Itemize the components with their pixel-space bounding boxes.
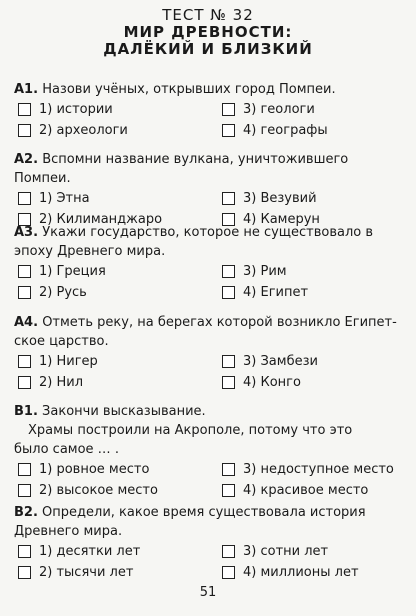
option-b1-3[interactable]: 3) недоступное место [222,462,406,477]
option-a1-2[interactable]: 2) археологи [14,123,222,138]
answer-checkbox[interactable] [222,286,235,299]
answer-checkbox[interactable] [18,124,31,137]
question-text: Закончи высказывание. [42,404,206,419]
answer-checkbox[interactable] [18,376,31,389]
answer-checkbox[interactable] [18,286,31,299]
option-a1-4[interactable]: 4) географы [222,123,406,138]
answer-checkbox[interactable] [222,103,235,116]
option-b2-4[interactable]: 4) миллионы лет [222,565,406,580]
answer-checkbox[interactable] [222,355,235,368]
question-text: Храмы построили на Акрополе, потому что это [28,423,353,438]
question-a2 [14,150,406,230]
option-a2-1[interactable]: 1) Этна [14,191,222,206]
question-number: А4. [14,315,39,330]
answer-checkbox[interactable] [18,463,31,476]
answer-checkbox[interactable] [18,192,31,205]
answer-checkbox[interactable] [222,192,235,205]
answer-checkbox[interactable] [18,566,31,579]
test-title-line1: МИР ДРЕВНОСТИ: [123,23,293,41]
option-a2-3[interactable]: 3) Везувий [222,191,406,206]
question-text: Определи, какое время существовала история [42,505,366,520]
question-text: эпоху Древнего мира. [14,244,166,259]
question-b1 [14,402,406,501]
answer-checkbox[interactable] [222,376,235,389]
question-text: Отметь реку, на берегах которой возникло Египет- [42,315,397,330]
question-number: В2. [14,505,38,520]
option-a3-2[interactable]: 2) Русь [14,285,222,300]
option-b1-1[interactable]: 1) ровное место [14,462,222,477]
option-a2-4[interactable]: 4) Камерун [222,212,406,227]
option-a1-3[interactable]: 3) геологи [222,102,406,117]
answer-checkbox[interactable] [18,265,31,278]
answer-checkbox[interactable] [222,566,235,579]
option-b2-3[interactable]: 3) сотни лет [222,544,406,559]
answer-checkbox[interactable] [18,103,31,116]
question-text: Древнего мира. [14,524,123,539]
option-a4-2[interactable]: 2) Нил [14,375,222,390]
answer-checkbox[interactable] [222,484,235,497]
answer-checkbox[interactable] [222,265,235,278]
answer-checkbox[interactable] [18,484,31,497]
test-header [0,0,416,58]
option-a2-2[interactable]: 2) Килиманджаро [14,212,222,227]
option-b1-4[interactable]: 4) красивое место [222,483,406,498]
test-title-line2: ДАЛЁКИЙ И БЛИЗКИЙ [103,40,313,58]
question-number: А1. [14,82,39,97]
option-b2-2[interactable]: 2) тысячи лет [14,565,222,580]
answer-checkbox[interactable] [18,545,31,558]
test-number: ТЕСТ № 32 [162,6,254,24]
page-number: 51 [199,585,217,600]
option-a4-3[interactable]: 3) Замбези [222,354,406,369]
option-a1-1[interactable]: 1) истории [14,102,222,117]
question-number: А2. [14,152,39,167]
answer-checkbox[interactable] [222,463,235,476]
question-a1 [14,80,406,141]
answer-checkbox[interactable] [18,355,31,368]
answer-checkbox[interactable] [222,545,235,558]
option-a4-4[interactable]: 4) Конго [222,375,406,390]
question-b2 [14,503,406,583]
option-a3-1[interactable]: 1) Греция [14,264,222,279]
question-a4 [14,313,406,393]
option-b2-1[interactable]: 1) десятки лет [14,544,222,559]
question-number: А3. [14,225,39,240]
option-a3-3[interactable]: 3) Рим [222,264,406,279]
answer-checkbox[interactable] [222,124,235,137]
question-text: Вспомни название вулкана, уничтожившего Помпеи. [14,152,349,186]
option-a4-1[interactable]: 1) Нигер [14,354,222,369]
option-a3-4[interactable]: 4) Египет [222,285,406,300]
question-number: В1. [14,404,38,419]
question-a3 [14,223,406,303]
question-text: Назови учёных, открывших город Помпеи. [42,82,336,97]
question-text: Укажи государство, которое не существовало в [42,225,374,240]
question-text: ское царство. [14,334,109,349]
option-b1-2[interactable]: 2) высокое место [14,483,222,498]
question-text: было самое … . [14,442,119,457]
